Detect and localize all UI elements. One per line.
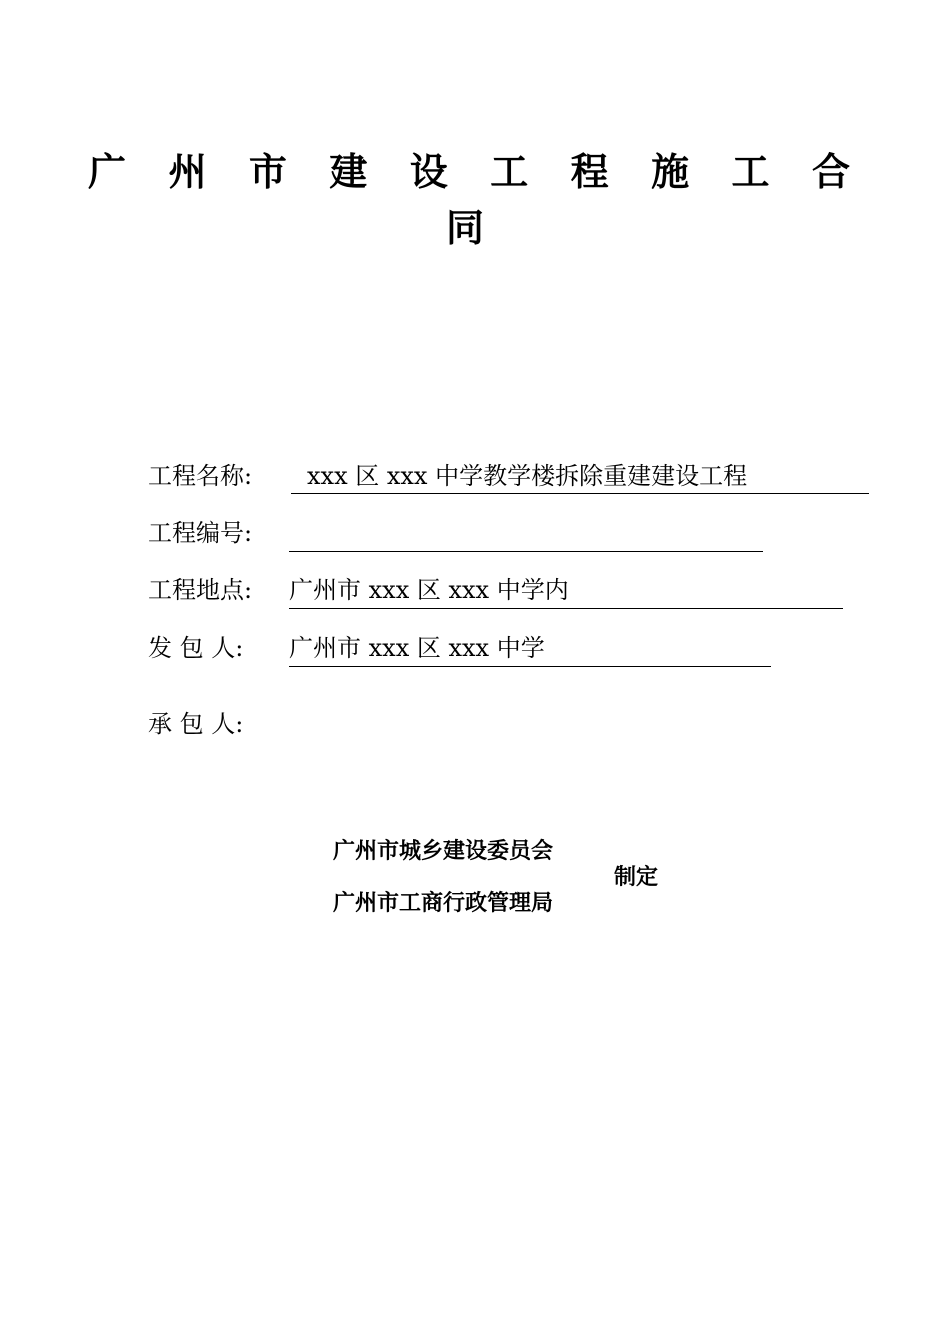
field-label: 工程名称: (148, 462, 253, 490)
title-char: 市 (248, 148, 287, 194)
field-employer (148, 630, 878, 666)
field-contractor (148, 706, 878, 742)
issuer-industry-commerce-bureau: 广州市工商行政管理局 (333, 890, 554, 916)
field-label: 工程地点: (148, 576, 253, 604)
field-project-name (148, 458, 878, 494)
title-char: 建 (329, 148, 368, 194)
field-value (289, 515, 763, 552)
issuer-construction-committee: 广州市城乡建设委员会 (333, 838, 554, 864)
title-char: 广 (88, 148, 127, 194)
field-value: xxx 区 xxx 中学教学楼拆除重建建设工程 (291, 458, 869, 494)
title-char: 施 (651, 148, 690, 194)
field-label: 发 包 人: (148, 634, 244, 662)
title-char: 合 (811, 148, 850, 194)
field-label: 承 包 人: (148, 710, 244, 738)
document-title-line-1 (88, 138, 850, 198)
document-title-line-2: 同 (445, 205, 484, 250)
title-char: 设 (409, 148, 448, 194)
title-char: 程 (570, 148, 609, 194)
field-value: 广州市 xxx 区 xxx 中学 (289, 630, 771, 667)
field-label: 工程编号: (148, 519, 253, 547)
title-char: 工 (731, 148, 770, 194)
field-value: 广州市 xxx 区 xxx 中学内 (289, 572, 843, 609)
title-char: 工 (490, 148, 529, 194)
field-project-location (148, 572, 878, 608)
field-project-number (148, 515, 878, 551)
title-char: 州 (168, 148, 207, 194)
issued-by-label: 制定 (614, 864, 659, 890)
